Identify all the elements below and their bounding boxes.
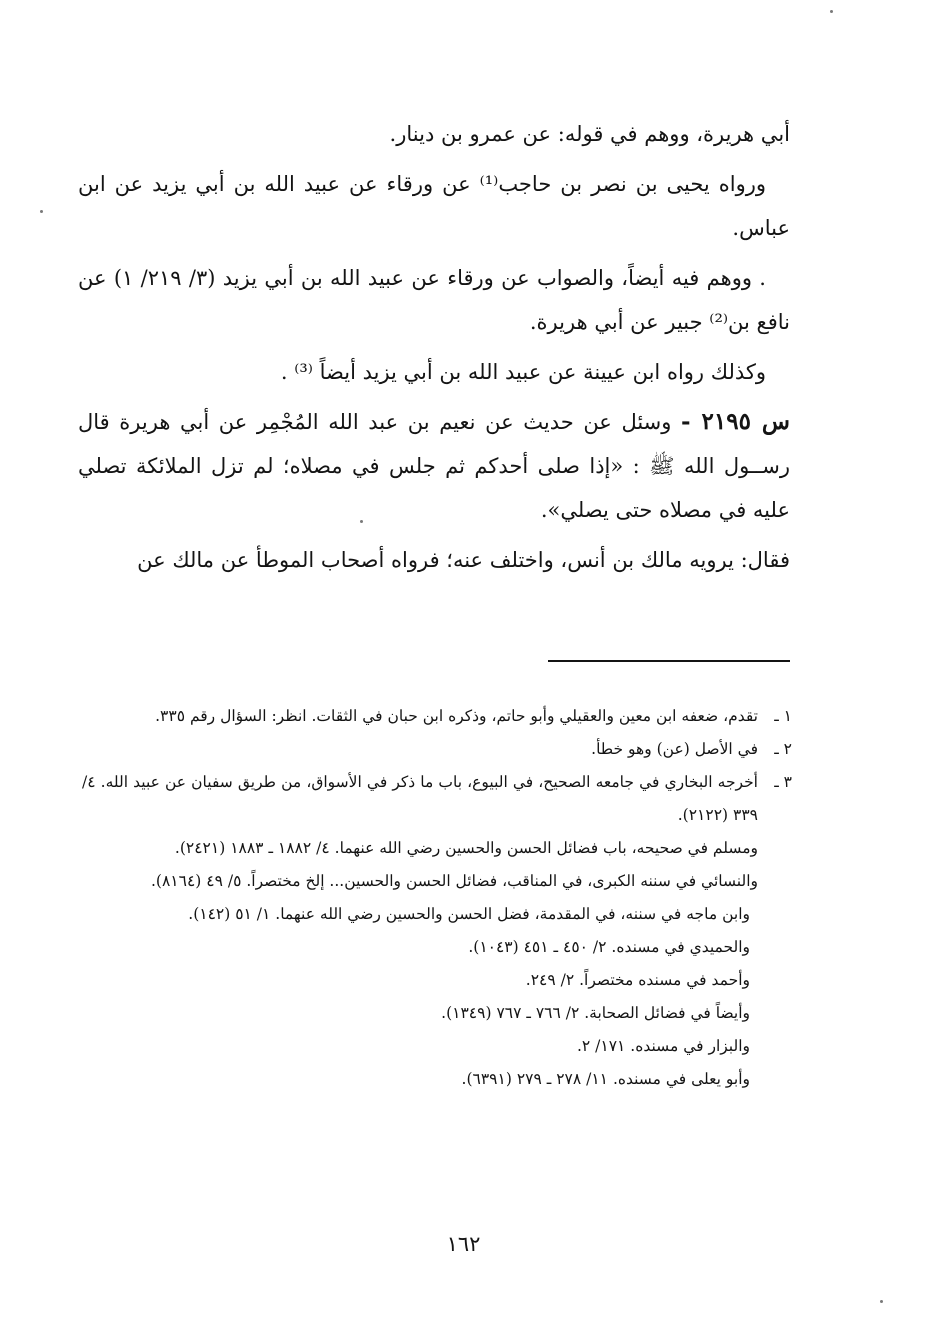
scan-speck [360,520,363,523]
paragraph-3: . ووهم فيه أيضاً، والصواب عن ورقاء عن عبيد الله بن أبي يزيد (٣/ ٢١٩/ ١) عن نافع بن⁽²⁾ جبير عن أبي هريرة. [78,266,790,334]
question-number: س ٢١٩٥ - [681,408,790,435]
footnote-ref: والحميدي في مسنده. ٢/ ٤٥٠ ـ ٤٥١ (١٠٤٣). [468,938,750,956]
footnote-text: أخرجه البخاري في جامعه الصحيح، في البيوع، باب ما ذكر في الأسواق، من طريق سفيان عن عبيد الله. ٤/ ٣٣٩ (٢١٢٢). [82,773,758,824]
question-paragraph [78,400,790,532]
footnote-3-continuation [82,832,792,1096]
footnote-1 [82,700,792,733]
footnote-ref: وأبو يعلى في مسنده. ١١/ ٢٧٨ ـ ٢٧٩ (٦٣٩١). [461,1070,750,1088]
main-text [78,112,790,588]
footnote-text: تقدم، ضعفه ابن معين والعقيلي وأبو حاتم، وذكره ابن حبان في الثقات. انظر: السؤال رقم ٣٣٥. [155,707,758,725]
paragraph-2: ورواه يحيى بن نصر بن حاجب⁽¹⁾ عن ورقاء عن عبيد الله بن أبي يزيد عن ابن عباس. [78,172,790,240]
footnote-ref: ومسلم في صحيحه، باب فضائل الحسن والحسين رضي الله عنهما. ٤/ ١٨٨٢ ـ ١٨٨٣ (٢٤٢١). [174,839,758,857]
question-text: وسئل عن حديث عن نعيم بن عبد الله المُجْمِر عن أبي هريرة قال رســول الله ﷺ : «إذا صلى أحدكم ثم جلس في مصلاه؛ لم تزل الملائكة تصلي عليه في مصلاه حتى يصلي». [78,410,790,522]
footnotes [82,700,792,1096]
footnote-3 [82,766,792,832]
footnote-2 [82,733,792,766]
paragraph-6: فقال: يرويه مالك بن أنس، واختلف عنه؛ فرواه أصحاب الموطأ عن مالك عن [137,548,790,572]
scan-speck [40,210,43,213]
footnote-ref: وأيضاً في فضائل الصحابة. ٢/ ٧٦٦ ـ ٧٦٧ (١٣٤٩). [441,1004,750,1022]
footnote-separator [548,660,790,662]
footnote-number: ٢ ـ [774,740,792,758]
page-number: ١٦٢ [446,1232,481,1256]
paragraph-4: وكذلك رواه ابن عيينة عن عبيد الله بن أبي يزيد أيضاً ⁽³⁾ . [280,360,766,384]
paragraph-1: أبي هريرة، ووهم في قوله: عن عمرو بن دينار. [389,122,790,146]
scan-speck [880,1300,883,1303]
footnote-ref: والنسائي في سننه الكبرى، في المناقب، فضائل الحسن والحسين... إلخ مختصراً. ٥/ ٤٩ (٨١٦٤). [150,872,758,890]
footnote-ref: والبزار في مسنده. ١٧١/ ٢. [576,1037,750,1055]
scan-speck [830,10,833,13]
footnote-number: ١ ـ [774,707,792,725]
footnote-ref: وابن ماجه في سننه، في المقدمة، فضل الحسن والحسين رضي الله عنهما. ١/ ٥١ (١٤٢). [188,905,750,923]
footnote-ref: وأحمد في مسنده مختصراً. ٢/ ٢٤٩. [525,971,750,989]
footnote-number: ٣ ـ [774,773,792,791]
footnote-ref-group [82,898,758,1096]
footnote-text: في الأصل (عن) وهو خطأ. [591,740,758,758]
